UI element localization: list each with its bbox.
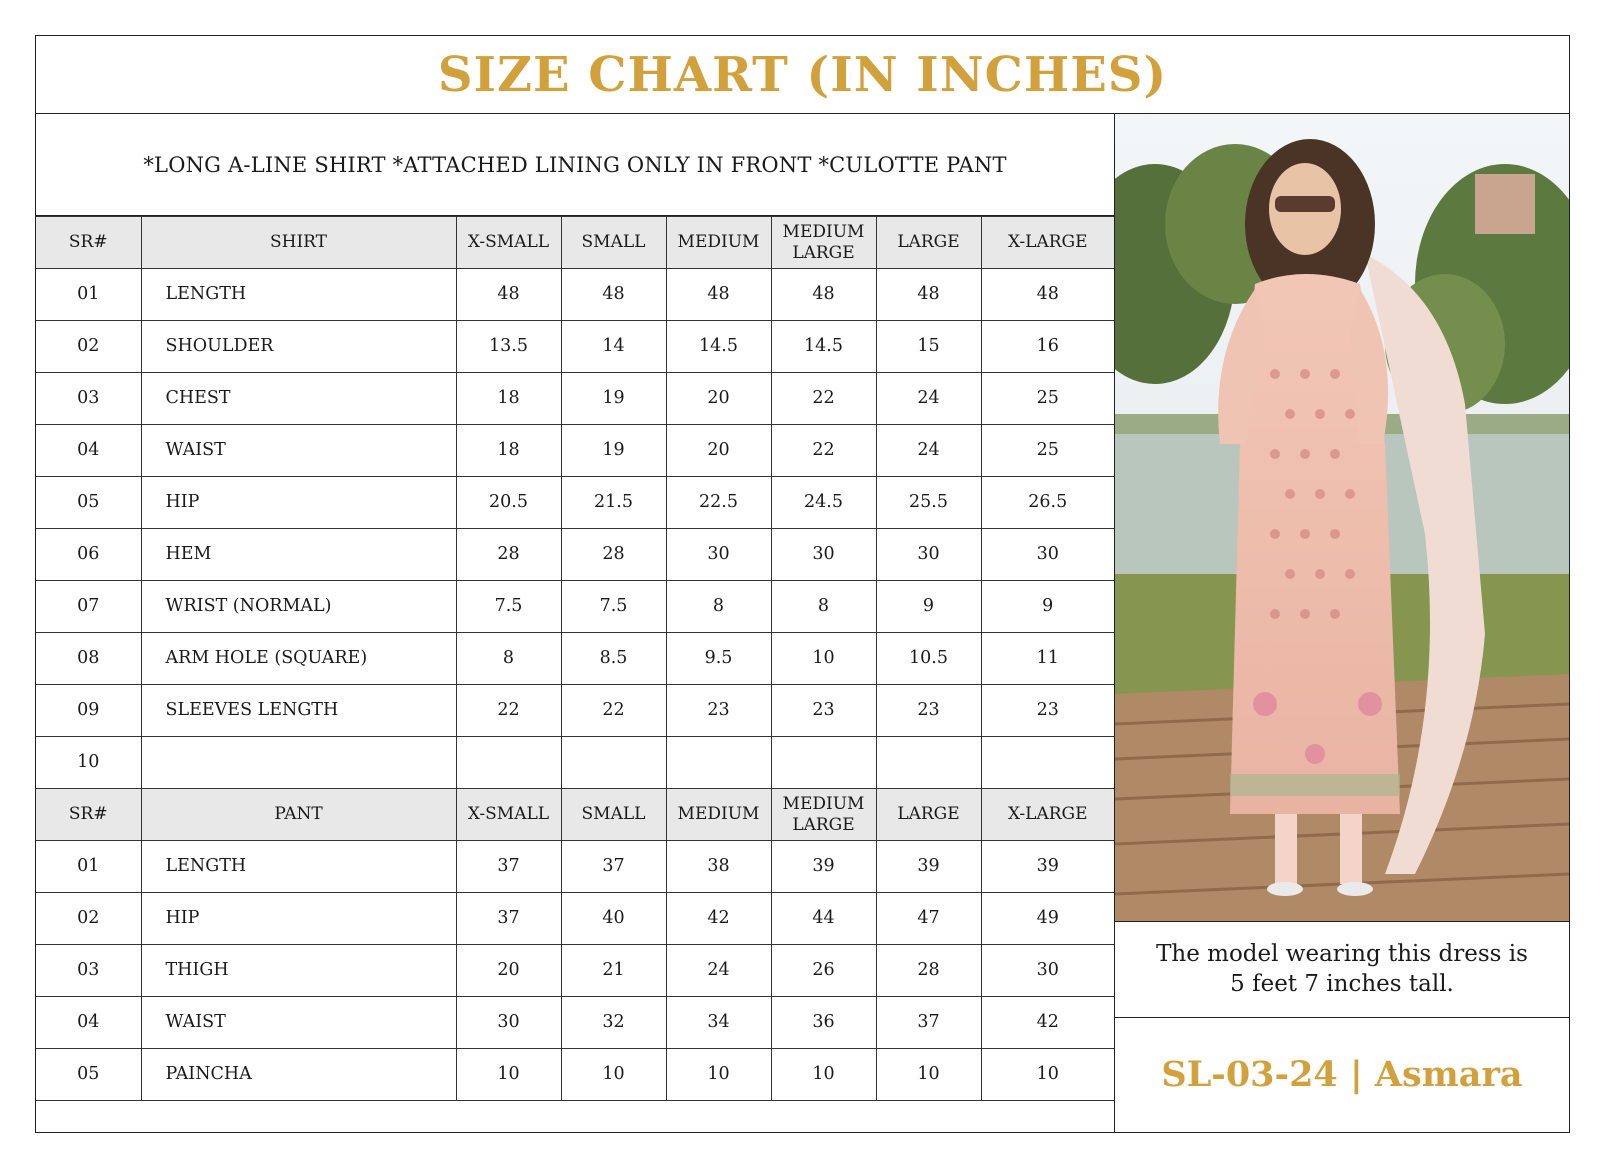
- measurement-value: 24: [876, 373, 981, 425]
- measurement-value: 30: [876, 529, 981, 581]
- measurement-label: THIGH: [141, 945, 456, 997]
- measurement-value: 30: [981, 529, 1114, 581]
- size-header: MEDIUM LARGE: [771, 217, 876, 269]
- measurement-value: 36: [771, 997, 876, 1049]
- shirt-table-row: [36, 373, 1114, 425]
- measurement-label: LENGTH: [141, 841, 456, 893]
- caption-line-1: The model wearing this dress is: [1156, 940, 1528, 967]
- measurement-value: [771, 737, 876, 789]
- measurement-value: 49: [981, 893, 1114, 945]
- measurement-value: 37: [456, 893, 561, 945]
- measurement-value: 9.5: [666, 633, 771, 685]
- measurement-value: 15: [876, 321, 981, 373]
- measurement-value: 37: [561, 841, 666, 893]
- measurement-value: 20.5: [456, 477, 561, 529]
- measurement-value: 48: [981, 269, 1114, 321]
- measurement-value: 9: [876, 581, 981, 633]
- size-chart-card: [35, 35, 1570, 1133]
- shirt-table-row: [36, 425, 1114, 477]
- measurement-value: 7.5: [456, 581, 561, 633]
- measurement-value: 44: [771, 893, 876, 945]
- measurement-value: 39: [981, 841, 1114, 893]
- measurement-value: 22: [561, 685, 666, 737]
- measurement-label: LENGTH: [141, 269, 456, 321]
- measurement-value: 28: [561, 529, 666, 581]
- measurement-value: 47: [876, 893, 981, 945]
- measurement-label: CHEST: [141, 373, 456, 425]
- measurement-label: SHOULDER: [141, 321, 456, 373]
- measurement-value: 37: [456, 841, 561, 893]
- measurement-value: 23: [981, 685, 1114, 737]
- measurement-value: [666, 737, 771, 789]
- measurement-value: 30: [981, 945, 1114, 997]
- measurement-value: 10: [771, 633, 876, 685]
- measurement-value: 10: [771, 1049, 876, 1101]
- sr-number: 08: [36, 633, 141, 685]
- measurement-value: 32: [561, 997, 666, 1049]
- shirt-table-row: [36, 529, 1114, 581]
- measurement-label: WAIST: [141, 425, 456, 477]
- measurement-value: 26: [771, 945, 876, 997]
- product-sku: SL-03-24 | Asmara: [1161, 1053, 1523, 1095]
- size-header: LARGE: [876, 789, 981, 841]
- measurement-value: 22: [456, 685, 561, 737]
- sr-header: SR#: [36, 789, 141, 841]
- size-header: X-SMALL: [456, 217, 561, 269]
- measurement-value: [981, 737, 1114, 789]
- measurement-value: 18: [456, 425, 561, 477]
- measurement-value: 34: [666, 997, 771, 1049]
- measurement-value: 14.5: [666, 321, 771, 373]
- measurement-value: 37: [876, 997, 981, 1049]
- measurement-value: 26.5: [981, 477, 1114, 529]
- measurement-value: 10.5: [876, 633, 981, 685]
- size-header: LARGE: [876, 217, 981, 269]
- pant-table-row: [36, 1049, 1114, 1101]
- size-header: X-LARGE: [981, 789, 1114, 841]
- size-header: X-SMALL: [456, 789, 561, 841]
- product-notes: *LONG A-LINE SHIRT *ATTACHED LINING ONLY IN FRONT *CULOTTE PANT: [36, 114, 1114, 216]
- pant-header: PANT: [141, 789, 456, 841]
- measurement-value: 9: [981, 581, 1114, 633]
- measurement-value: 39: [876, 841, 981, 893]
- size-header: SMALL: [561, 217, 666, 269]
- size-header: MEDIUM: [666, 217, 771, 269]
- measurement-label: [141, 737, 456, 789]
- measurement-value: 21: [561, 945, 666, 997]
- measurement-value: 11: [981, 633, 1114, 685]
- pant-table-row: [36, 893, 1114, 945]
- measurement-value: 8.5: [561, 633, 666, 685]
- measurement-value: 10: [561, 1049, 666, 1101]
- measurement-value: 42: [981, 997, 1114, 1049]
- measurement-value: 30: [666, 529, 771, 581]
- sr-number: 05: [36, 1049, 141, 1101]
- measurement-value: 20: [666, 425, 771, 477]
- measurement-label: HIP: [141, 477, 456, 529]
- shirt-table-row: [36, 633, 1114, 685]
- measurement-value: 8: [456, 633, 561, 685]
- pant-header-row: [36, 789, 1114, 841]
- sr-number: 04: [36, 997, 141, 1049]
- measurement-value: 23: [666, 685, 771, 737]
- measurement-value: 14.5: [771, 321, 876, 373]
- measurement-value: 28: [456, 529, 561, 581]
- measurement-value: 24: [666, 945, 771, 997]
- measurement-label: WRIST (NORMAL): [141, 581, 456, 633]
- measurement-value: 22.5: [666, 477, 771, 529]
- shirt-table-row: [36, 321, 1114, 373]
- measurement-value: 10: [456, 1049, 561, 1101]
- size-header: MEDIUM LARGE: [771, 789, 876, 841]
- sr-header: SR#: [36, 217, 141, 269]
- measurement-value: 24: [876, 425, 981, 477]
- size-header: SMALL: [561, 789, 666, 841]
- measurement-value: 30: [456, 997, 561, 1049]
- measurement-value: 16: [981, 321, 1114, 373]
- measurement-label: HEM: [141, 529, 456, 581]
- measurement-value: 8: [771, 581, 876, 633]
- measurement-label: WAIST: [141, 997, 456, 1049]
- sr-number: 01: [36, 269, 141, 321]
- size-table: [36, 216, 1114, 1101]
- measurement-value: 24.5: [771, 477, 876, 529]
- shirt-table-row: [36, 685, 1114, 737]
- shirt-header: SHIRT: [141, 217, 456, 269]
- measurement-value: 30: [771, 529, 876, 581]
- shirt-table-row: [36, 737, 1114, 789]
- measurement-value: 8: [666, 581, 771, 633]
- measurement-value: 48: [876, 269, 981, 321]
- sr-number: 02: [36, 321, 141, 373]
- measurement-value: 10: [981, 1049, 1114, 1101]
- model-photo: [1115, 114, 1569, 922]
- measurement-value: 13.5: [456, 321, 561, 373]
- measurement-value: 48: [771, 269, 876, 321]
- size-header: X-LARGE: [981, 217, 1114, 269]
- measurement-value: 28: [876, 945, 981, 997]
- shirt-table-row: [36, 581, 1114, 633]
- measurement-value: 25.5: [876, 477, 981, 529]
- sr-number: 09: [36, 685, 141, 737]
- measurement-value: 23: [771, 685, 876, 737]
- measurement-value: [456, 737, 561, 789]
- sr-number: 07: [36, 581, 141, 633]
- model-panel: [1114, 114, 1569, 1132]
- sr-number: 01: [36, 841, 141, 893]
- shirt-table-row: [36, 477, 1114, 529]
- measurement-label: SLEEVES LENGTH: [141, 685, 456, 737]
- measurement-value: 10: [876, 1049, 981, 1101]
- measurement-value: [876, 737, 981, 789]
- model-photo-illustration: [1115, 114, 1569, 922]
- measurement-value: 22: [771, 373, 876, 425]
- size-table-section: [36, 114, 1114, 1132]
- measurement-value: 48: [561, 269, 666, 321]
- measurement-value: 42: [666, 893, 771, 945]
- measurement-label: ARM HOLE (SQUARE): [141, 633, 456, 685]
- page-title: SIZE CHART (IN INCHES): [36, 36, 1569, 114]
- measurement-label: HIP: [141, 893, 456, 945]
- measurement-value: 48: [456, 269, 561, 321]
- measurement-value: 40: [561, 893, 666, 945]
- measurement-value: 19: [561, 373, 666, 425]
- measurement-value: 18: [456, 373, 561, 425]
- measurement-value: 25: [981, 373, 1114, 425]
- measurement-value: 25: [981, 425, 1114, 477]
- pant-table-row: [36, 841, 1114, 893]
- measurement-value: 38: [666, 841, 771, 893]
- measurement-label: PAINCHA: [141, 1049, 456, 1101]
- measurement-value: 20: [456, 945, 561, 997]
- sr-number: 03: [36, 373, 141, 425]
- sr-number: 03: [36, 945, 141, 997]
- sr-number: 04: [36, 425, 141, 477]
- sr-number: 10: [36, 737, 141, 789]
- measurement-value: 7.5: [561, 581, 666, 633]
- measurement-value: 23: [876, 685, 981, 737]
- measurement-value: 21.5: [561, 477, 666, 529]
- sr-number: 02: [36, 893, 141, 945]
- shirt-header-row: [36, 217, 1114, 269]
- caption-line-2: 5 feet 7 inches tall.: [1230, 970, 1454, 997]
- shirt-table-row: [36, 269, 1114, 321]
- measurement-value: 19: [561, 425, 666, 477]
- pant-table-row: [36, 945, 1114, 997]
- measurement-value: 14: [561, 321, 666, 373]
- measurement-value: 39: [771, 841, 876, 893]
- size-header: MEDIUM: [666, 789, 771, 841]
- measurement-value: 10: [666, 1049, 771, 1101]
- measurement-value: 20: [666, 373, 771, 425]
- measurement-value: 48: [666, 269, 771, 321]
- pant-table-row: [36, 997, 1114, 1049]
- measurement-value: 22: [771, 425, 876, 477]
- model-height-caption: [1115, 922, 1569, 1018]
- sr-number: 06: [36, 529, 141, 581]
- sr-number: 05: [36, 477, 141, 529]
- measurement-value: [561, 737, 666, 789]
